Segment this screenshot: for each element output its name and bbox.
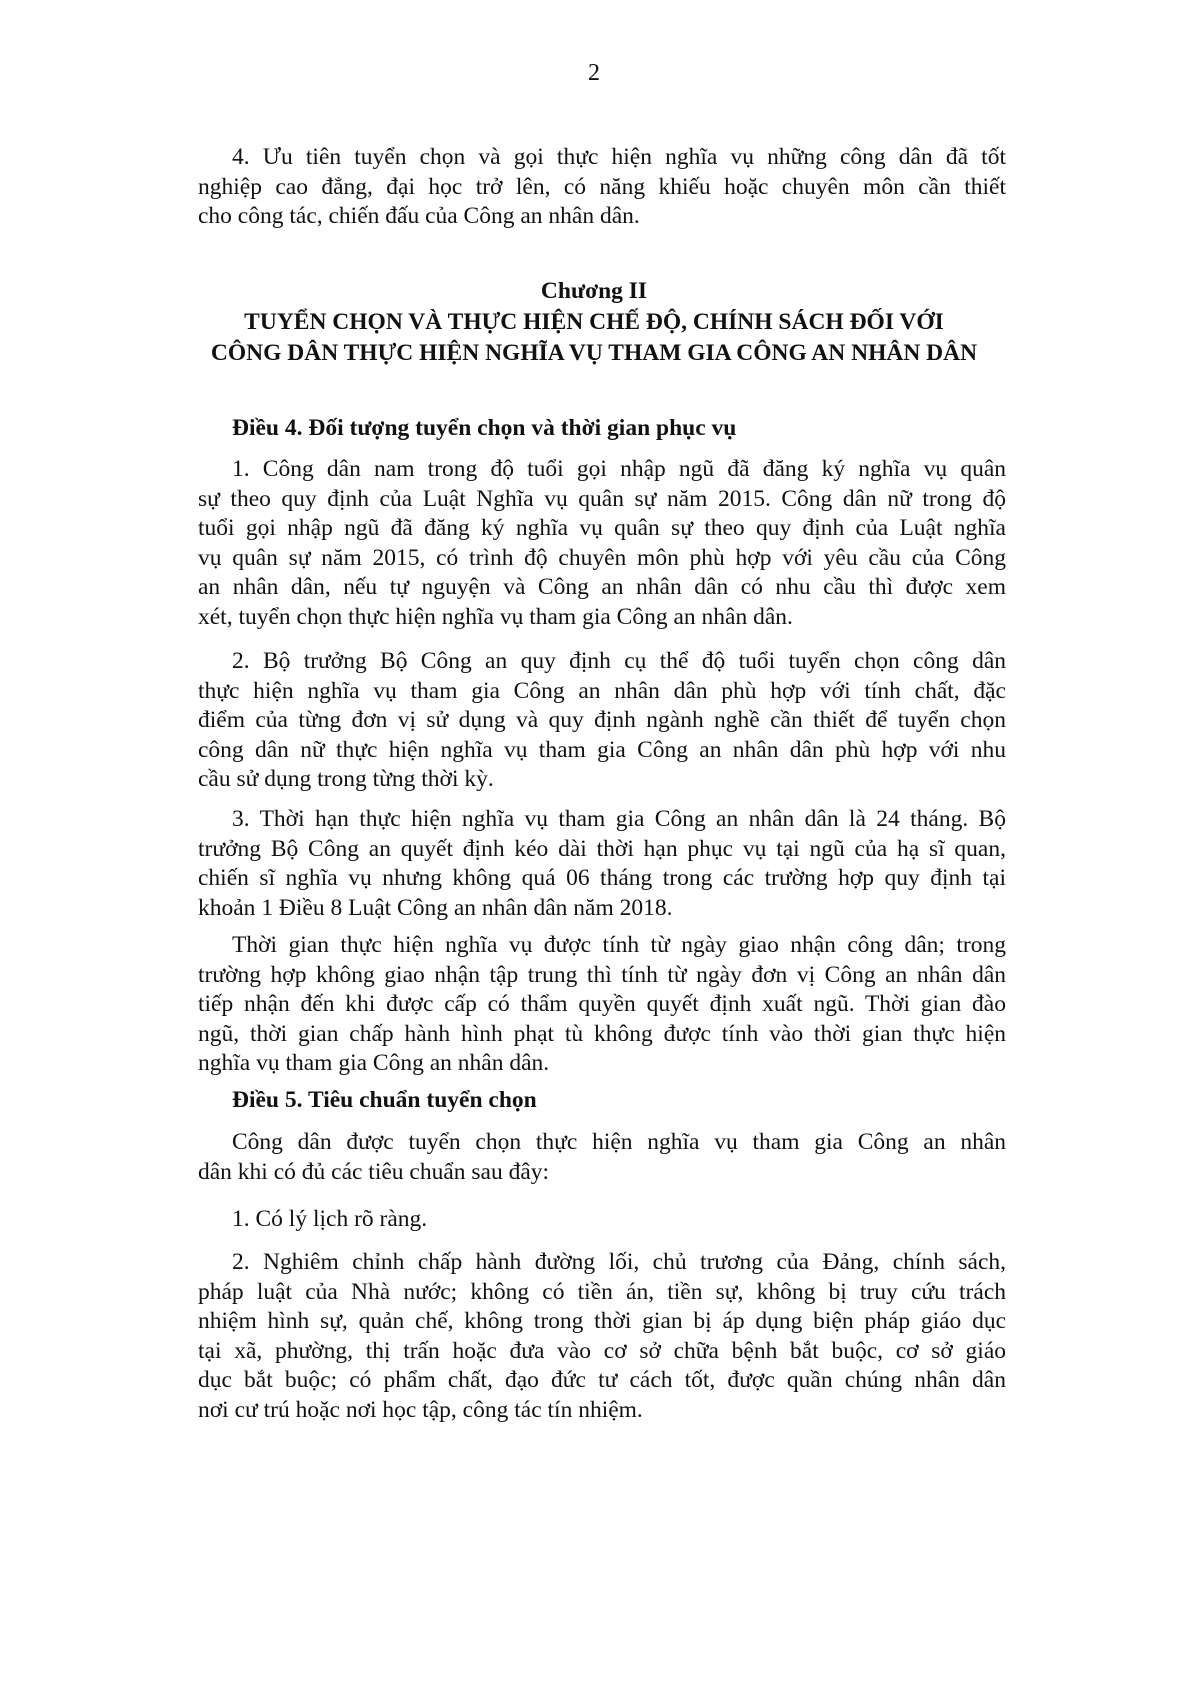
paragraph — [198, 805, 1006, 923]
article-heading: Điều 5. Tiêu chuẩn tuyển chọn — [232, 1087, 537, 1113]
paragraph — [198, 931, 1006, 1079]
text-line: ngũ, thời gian chấp hành hình phạt tù không được tính vào thời gian thực hiện — [198, 1020, 1006, 1047]
page-number: 2 — [588, 60, 600, 86]
text-line: cho công tác, chiến đấu của Công an nhân dân. — [198, 203, 640, 230]
chapter-title-line: TUYỂN CHỌN VÀ THỰC HIỆN CHẾ ĐỘ, CHÍNH SÁCH ĐỐI VỚI — [244, 309, 944, 335]
chapter-label: Chương II — [540, 278, 648, 304]
text-line: nghiệp cao đẳng, đại học trở lên, có năng khiếu hoặc chuyên môn cần thiết — [198, 173, 1006, 200]
paragraph — [198, 143, 1006, 232]
text-line: tại xã, phường, thị trấn hoặc đưa vào cơ sở chữa bệnh bắt buộc, cơ sở giáo — [198, 1337, 1006, 1364]
text-line: an nhân dân, nếu tự nguyện và Công an nhân dân có nhu cầu thì được xem — [198, 574, 1006, 601]
text-line: tiếp nhận đến khi được cấp có thẩm quyền quyết định xuất ngũ. Thời gian đào — [198, 991, 1006, 1018]
text-line: trưởng Bộ Công an quyết định kéo dài thời hạn phục vụ tại ngũ của hạ sĩ quan, — [198, 835, 1006, 862]
text-line: nhiệm hình sự, quản chế, không trong thời gian bị áp dụng biện pháp giáo dục — [198, 1308, 1006, 1335]
text-line: nghĩa vụ tham gia Công an nhân dân. — [198, 1050, 550, 1077]
text-line: khoản 1 Điều 8 Luật Công an nhân dân năm 2018. — [198, 894, 673, 921]
article-heading: Điều 4. Đối tượng tuyển chọn và thời gian phục vụ — [232, 415, 737, 441]
text-line: 4. Ưu tiên tuyển chọn và gọi thực hiện nghĩa vụ những công dân đã tốt — [232, 144, 1006, 170]
text-line: Thời gian thực hiện nghĩa vụ được tính từ ngày giao nhận công dân; trong — [232, 932, 1006, 958]
paragraph — [198, 1128, 1006, 1187]
paragraph — [198, 647, 1006, 795]
text-line: trường hợp không giao nhận tập trung thì tính từ ngày đơn vị Công an nhân dân — [198, 961, 1006, 988]
text-line: dục bắt buộc; có phẩm chất, đạo đức tư cách tốt, được quần chúng nhân dân — [198, 1367, 1006, 1394]
text-line: vụ quân sự năm 2015, có trình độ chuyên môn phù hợp với yêu cầu của Công — [198, 544, 1006, 571]
chapter-title-line: CÔNG DÂN THỰC HIỆN NGHĨA VỤ THAM GIA CÔNG AN NHÂN DÂN — [210, 340, 978, 366]
text-line: chiến sĩ nghĩa vụ nhưng không quá 06 tháng trong các trường hợp quy định tại — [198, 865, 1006, 892]
text-line: cầu sử dụng trong từng thời kỳ. — [198, 766, 494, 793]
paragraph — [198, 1205, 1006, 1235]
text-line: pháp luật của Nhà nước; không có tiền án, tiền sự, không bị truy cứu trách — [198, 1278, 1006, 1305]
text-line: 1. Có lý lịch rõ ràng. — [232, 1206, 428, 1232]
text-line: thực hiện nghĩa vụ tham gia Công an nhân dân phù hợp với tính chất, đặc — [198, 677, 1006, 704]
text-line: 2. Nghiêm chỉnh chấp hành đường lối, chủ trương của Đảng, chính sách, — [232, 1249, 1006, 1275]
text-line: 1. Công dân nam trong độ tuổi gọi nhập ngũ đã đăng ký nghĩa vụ quân — [232, 456, 1006, 482]
text-line: công dân nữ thực hiện nghĩa vụ tham gia Công an nhân dân phù hợp với nhu — [198, 736, 1006, 763]
text-line: dân khi có đủ các tiêu chuẩn sau đây: — [198, 1158, 550, 1185]
text-line: nơi cư trú hoặc nơi học tập, công tác tín nhiệm. — [198, 1396, 643, 1423]
paragraph — [198, 1248, 1006, 1426]
paragraph — [198, 455, 1006, 633]
text-line: điểm của từng đơn vị sử dụng và quy định ngành nghề cần thiết để tuyển chọn — [198, 707, 1006, 734]
text-line: 3. Thời hạn thực hiện nghĩa vụ tham gia Công an nhân dân là 24 tháng. Bộ — [232, 806, 1006, 832]
text-line: tuổi gọi nhập ngũ đã đăng ký nghĩa vụ quân sự theo quy định của Luật nghĩa — [198, 515, 1006, 542]
text-line: sự theo quy định của Luật Nghĩa vụ quân sự năm 2015. Công dân nữ trong độ — [198, 485, 1006, 512]
text-line: 2. Bộ trưởng Bộ Công an quy định cụ thể độ tuổi tuyển chọn công dân — [232, 648, 1006, 674]
text-line: xét, tuyển chọn thực hiện nghĩa vụ tham gia Công an nhân dân. — [198, 603, 793, 630]
text-line: Công dân được tuyển chọn thực hiện nghĩa vụ tham gia Công an nhân — [232, 1129, 1006, 1155]
